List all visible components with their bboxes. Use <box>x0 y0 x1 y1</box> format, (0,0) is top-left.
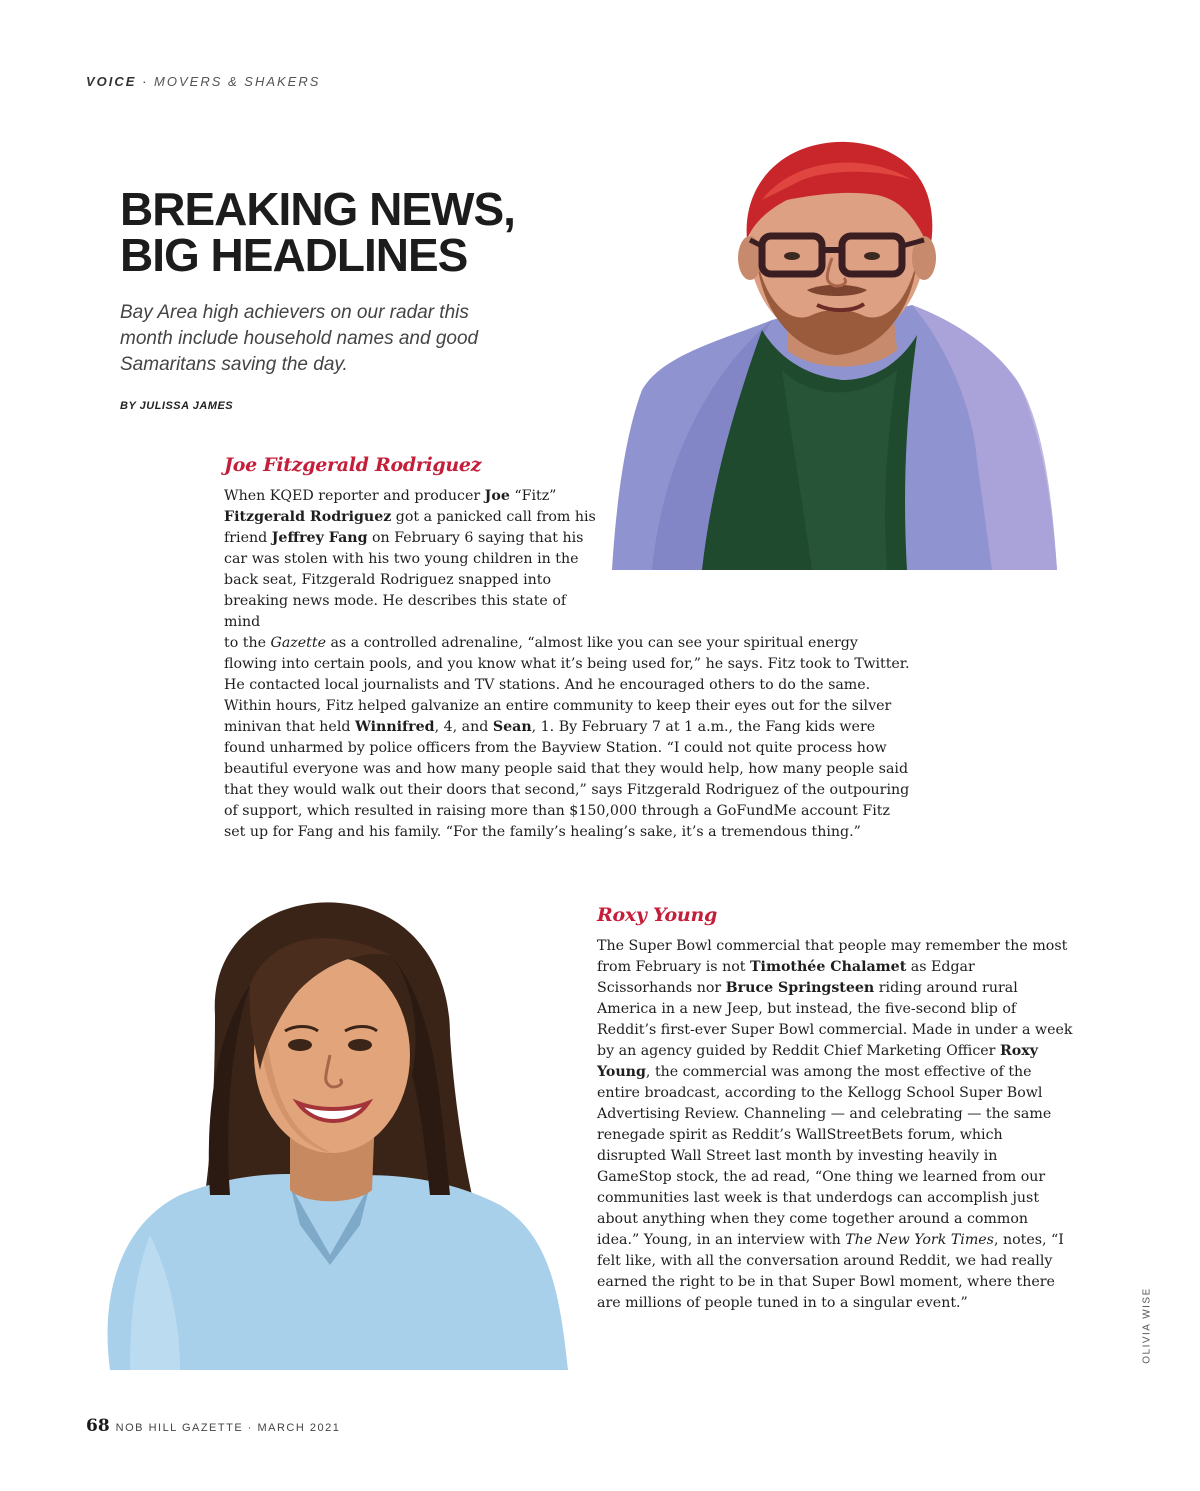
section-tag <box>86 74 320 89</box>
publication-name: NOB HILL GAZETTE <box>115 1422 244 1434</box>
profile-body-roxy <box>597 936 1073 1314</box>
section-label: VOICE <box>86 74 137 89</box>
page-title <box>120 183 590 281</box>
profile-body-roxy-text: The Super Bowl commercial that people may remember the most from February is not Timothée Chalamet as Edgar Scissorhands nor Bruce Springsteen riding around rural America in a new Jeep, but instead, the five-second blip of Reddit’s first-ever Super Bowl commercial. Made in under a week by an agency guided by Reddit Chief Marketing Officer Roxy Young, the commercial was among the most effective of the entire broadcast, according to the Kellogg School Super Bowl Advertising Review. Channeling — and celebrating — the same renegade spirit as Reddit’s WallStreetBets forum, which disrupted Wall Street last month by investing heavily in GameStop stock, the ad read, “One thing we learned from our communities last week is that underdogs can accomplish just about anything when they come together around a common idea.” Young, in an interview with The New York Times, notes, “I felt like, with all the conversation around Reddit, we had really earned the right to be in that Super Bowl moment, where there are millions of people tuned in to a singular event.” <box>597 938 1073 1311</box>
deck: Bay Area high achievers on our radar this month include household names and good Samaritans saving the day. <box>120 302 479 375</box>
headline-line-1: BREAKING NEWS, <box>120 183 515 235</box>
profile-body-joe <box>224 486 914 843</box>
folio <box>86 1416 340 1436</box>
profile-name-joe: Joe Fitzgerald Rodriguez <box>224 454 482 476</box>
section-separator: · <box>136 74 155 89</box>
portrait-roxy-illustration <box>90 895 570 1370</box>
page-number: 68 <box>86 1416 110 1436</box>
folio-separator: · <box>243 1422 258 1434</box>
profile-name-roxy: Roxy Young <box>597 904 717 926</box>
issue-date: MARCH 2021 <box>257 1422 341 1434</box>
profile-body-joe-rest: to the Gazette as a controlled adrenaline, “almost like you can see your spiritual energy flowing into certain pools, and you know what it’s being used for,” he says. Fitz took to Twitter. He contacted local journalists and TV stations. And he encouraged others to do the same. Within hours, Fitz helped galvanize an entire community to keep their eyes out for the silver minivan that held Winnifred, 4, and Sean, 1. By February 7 at 1 a.m., the Fang kids were found unharmed by police officers from the Bayview Station. “I could not quite process how beautiful everyone was and how many people said that they would help, how many people said that they would walk out their doors that second,” says Fitzgerald Rodriguez of the outpouring of support, which resulted in raising more than $150,000 through a GoFundMe account Fitz set up for Fang and his family. “For the family’s healing’s sake, it’s a tremendous thing.” <box>224 635 910 840</box>
subsection-label: MOVERS & SHAKERS <box>154 74 321 89</box>
headline-line-2: BIG HEADLINES <box>120 229 468 281</box>
illustration-credit: OLIVIA WISE <box>1141 1287 1153 1364</box>
byline: BY JULISSA JAMES <box>120 400 234 412</box>
profile-body-joe-intro: When KQED reporter and producer Joe “Fitz” Fitzgerald Rodriguez got a panicked call from his friend Jeffrey Fang on February 6 saying that his car was stolen with his two young children in the back seat, Fitzgerald Rodriguez snapped into breaking news mode. He describes this state of mind <box>224 488 596 630</box>
